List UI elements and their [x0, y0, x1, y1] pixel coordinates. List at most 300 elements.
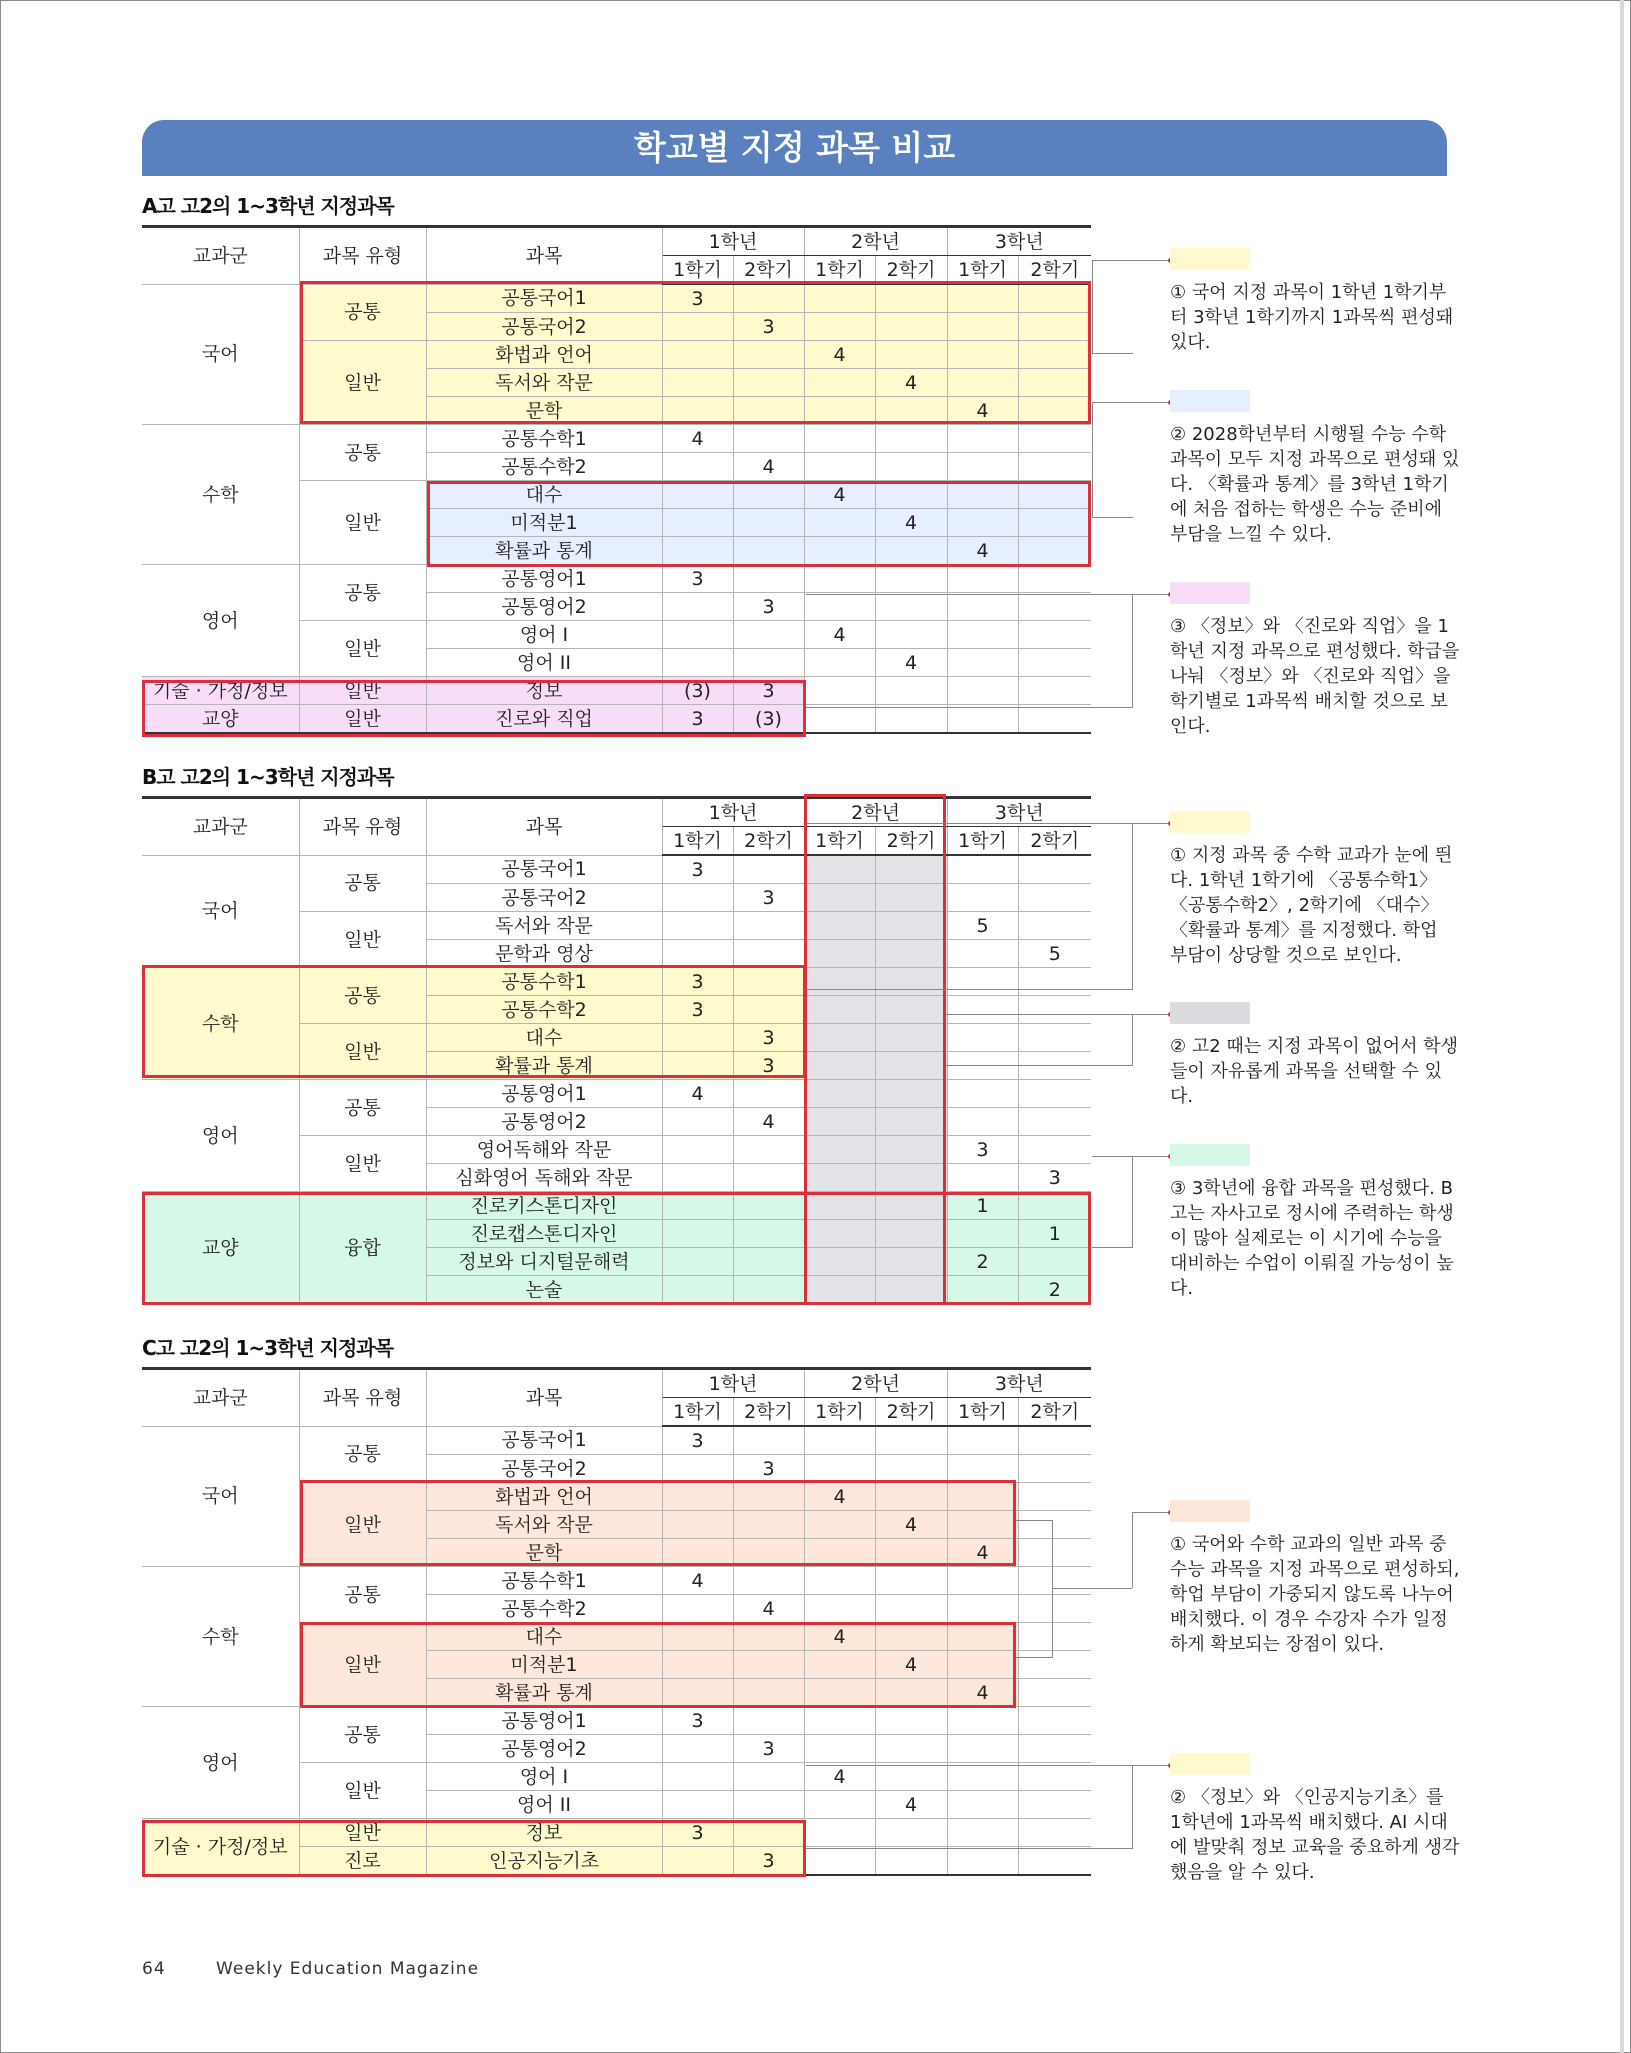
group-cell: 국어	[142, 284, 299, 425]
value-cell	[662, 369, 733, 397]
value-cell	[875, 1108, 947, 1136]
value-cell	[662, 1024, 733, 1052]
value-cell: 4	[875, 1791, 947, 1819]
header-type: 과목 유형	[299, 227, 426, 285]
value-cell: 4	[662, 1567, 733, 1595]
header-grade2: 2학년	[804, 798, 947, 827]
value-cell	[804, 1455, 875, 1483]
value-cell: 4	[947, 537, 1018, 565]
value-cell	[804, 1511, 875, 1539]
group-cell: 기술 · 가정/정보	[142, 677, 299, 705]
value-cell	[733, 1707, 804, 1735]
group-cell: 영어	[142, 1707, 299, 1819]
value-cell	[875, 1483, 947, 1511]
type-cell: 일반	[299, 912, 426, 968]
group-cell: 영어	[142, 1080, 299, 1192]
value-cell	[662, 1511, 733, 1539]
value-cell	[804, 565, 875, 593]
value-cell	[733, 1080, 804, 1108]
value-cell	[875, 1426, 947, 1455]
value-cell	[662, 1220, 733, 1248]
value-cell	[733, 996, 804, 1024]
value-cell	[1018, 1847, 1091, 1876]
subject-cell: 확률과 통계	[426, 1679, 662, 1707]
header-sem: 2학기	[1018, 256, 1091, 285]
value-cell	[947, 425, 1018, 453]
value-cell: 3	[733, 1847, 804, 1876]
connector-line	[1052, 1588, 1132, 1589]
value-cell	[875, 537, 947, 565]
value-cell	[804, 1248, 875, 1276]
value-cell: 3	[662, 284, 733, 313]
type-cell: 일반	[299, 621, 426, 677]
value-cell	[1018, 1679, 1091, 1707]
value-cell	[947, 453, 1018, 481]
connector-line	[1132, 594, 1172, 595]
subject-cell: 공통국어1	[426, 855, 662, 884]
subject-cell: 독서와 작문	[426, 1511, 662, 1539]
value-cell	[662, 1595, 733, 1623]
type-cell: 공통	[299, 1707, 426, 1763]
value-cell: 4	[733, 453, 804, 481]
subject-cell: 대수	[426, 1623, 662, 1651]
note-a3	[1170, 582, 1460, 739]
connector-line	[1132, 1014, 1172, 1015]
header-sem: 2학기	[733, 1398, 804, 1427]
type-cell: 공통	[299, 425, 426, 481]
value-cell	[947, 369, 1018, 397]
value-cell	[733, 1483, 804, 1511]
subject-cell: 공통국어2	[426, 313, 662, 341]
subject-cell: 정보와 디지털문해력	[426, 1248, 662, 1276]
value-cell	[804, 397, 875, 425]
value-cell: 4	[875, 509, 947, 537]
value-cell: 3	[733, 593, 804, 621]
subject-cell: 공통수학1	[426, 968, 662, 996]
subject-cell: 확률과 통계	[426, 537, 662, 565]
value-cell	[733, 509, 804, 537]
value-cell	[875, 1248, 947, 1276]
value-cell	[875, 284, 947, 313]
value-cell	[875, 1080, 947, 1108]
value-cell	[875, 397, 947, 425]
subject-cell: 문학	[426, 397, 662, 425]
subject-cell: 공통영어2	[426, 1108, 662, 1136]
note-text: ① 국어 지정 과목이 1학년 1학기부터 3학년 1학기까지 1과목씩 편성돼 있다.	[1170, 282, 1454, 353]
value-cell	[875, 1024, 947, 1052]
subject-cell: 공통영어1	[426, 1707, 662, 1735]
note-swatch	[1170, 1500, 1250, 1522]
value-cell	[733, 369, 804, 397]
value-cell	[662, 1791, 733, 1819]
value-cell	[1018, 1080, 1091, 1108]
value-cell	[875, 1595, 947, 1623]
subject-cell: 독서와 작문	[426, 369, 662, 397]
subject-cell: 화법과 언어	[426, 341, 662, 369]
value-cell	[804, 996, 875, 1024]
value-cell	[947, 509, 1018, 537]
connector-line	[806, 594, 1133, 708]
table-a-title: A고 고2의 1~3학년 지정과목	[142, 194, 394, 218]
value-cell: 4	[733, 1595, 804, 1623]
header-sem: 1학기	[804, 256, 875, 285]
value-cell: 4	[804, 1763, 875, 1791]
subject-cell: 공통국어1	[426, 284, 662, 313]
value-cell: 3	[733, 1735, 804, 1763]
value-cell	[875, 341, 947, 369]
value-cell	[662, 453, 733, 481]
header-sem: 1학기	[662, 827, 733, 856]
value-cell: 4	[733, 1108, 804, 1136]
subject-cell: 진로키스톤디자인	[426, 1192, 662, 1220]
note-text: ② 〈정보〉와 〈인공지능기초〉를 1학년에 1과목씩 배치했다. AI 시대에 발맞춰 정보 교육을 중요하게 생각했음을 알 수 있다.	[1170, 1787, 1460, 1883]
value-cell	[662, 1248, 733, 1276]
header-sem: 2학기	[875, 1398, 947, 1427]
header-sem: 2학기	[875, 256, 947, 285]
header-grade3: 3학년	[947, 1369, 1091, 1398]
header-sem: 2학기	[1018, 827, 1091, 856]
header-grade2: 2학년	[804, 1369, 947, 1398]
subject-cell: 영어 II	[426, 649, 662, 677]
subject-cell: 공통수학2	[426, 453, 662, 481]
subject-cell: 독서와 작문	[426, 912, 662, 940]
value-cell	[662, 1455, 733, 1483]
value-cell	[662, 621, 733, 649]
value-cell: 3	[662, 1707, 733, 1735]
value-cell: 3	[662, 855, 733, 884]
value-cell	[662, 649, 733, 677]
value-cell	[804, 1735, 875, 1763]
header-grade3: 3학년	[947, 227, 1091, 256]
table-c-title: C고 고2의 1~3학년 지정과목	[142, 1336, 393, 1360]
group-cell: 교양	[142, 705, 299, 734]
value-cell	[733, 1763, 804, 1791]
header-sem: 1학기	[947, 256, 1018, 285]
value-cell	[733, 1136, 804, 1164]
value-cell	[662, 1136, 733, 1164]
value-cell	[733, 968, 804, 996]
value-cell: 4	[662, 1080, 733, 1108]
page-number: 64	[142, 1959, 166, 1979]
value-cell: 4	[875, 369, 947, 397]
value-cell	[662, 1763, 733, 1791]
value-cell	[804, 1426, 875, 1455]
value-cell	[804, 425, 875, 453]
connector-line	[1132, 1156, 1172, 1157]
value-cell	[947, 1080, 1018, 1108]
value-cell	[875, 1220, 947, 1248]
type-cell: 일반	[299, 1623, 426, 1707]
value-cell	[947, 1455, 1018, 1483]
value-cell	[947, 1623, 1018, 1651]
note-c1	[1170, 1500, 1460, 1657]
value-cell	[875, 996, 947, 1024]
note-swatch	[1170, 582, 1250, 604]
value-cell	[804, 1108, 875, 1136]
connector-line	[1132, 402, 1172, 403]
value-cell	[947, 341, 1018, 369]
value-cell	[662, 1623, 733, 1651]
value-cell	[1018, 453, 1091, 481]
value-cell	[1018, 1426, 1091, 1455]
value-cell	[662, 593, 733, 621]
value-cell	[875, 1679, 947, 1707]
value-cell	[1018, 1735, 1091, 1763]
value-cell	[1018, 537, 1091, 565]
value-cell	[733, 855, 804, 884]
value-cell	[804, 1707, 875, 1735]
value-cell: 3	[662, 968, 733, 996]
header-sem: 1학기	[662, 1398, 733, 1427]
note-text: ① 국어와 수학 교과의 일반 과목 중 수능 과목을 지정 과목으로 편성하되, 학업 부담이 가중되지 않도록 나누어 배치했다. 이 경우 수강자 수가 일정하게 확보되는 장점이 있다.	[1170, 1534, 1460, 1655]
note-c2	[1170, 1753, 1460, 1885]
connector-line	[1132, 1512, 1133, 1588]
value-cell: 3	[1018, 1164, 1091, 1192]
value-cell	[662, 1847, 733, 1876]
subject-cell: 공통수학2	[426, 1595, 662, 1623]
group-cell: 영어	[142, 565, 299, 677]
value-cell	[662, 1735, 733, 1763]
value-cell	[947, 705, 1018, 734]
type-cell: 진로	[299, 1847, 426, 1876]
value-cell	[947, 1735, 1018, 1763]
connector-line	[1132, 1512, 1172, 1513]
value-cell	[947, 481, 1018, 509]
connector-line	[1092, 402, 1133, 518]
value-cell	[733, 565, 804, 593]
subject-cell: 공통영어2	[426, 593, 662, 621]
value-cell	[875, 1847, 947, 1876]
value-cell	[875, 1136, 947, 1164]
value-cell	[875, 1192, 947, 1220]
value-cell: 4	[875, 649, 947, 677]
value-cell: 2	[1018, 1276, 1091, 1305]
value-cell	[947, 1164, 1018, 1192]
value-cell	[1018, 397, 1091, 425]
footer	[142, 1959, 523, 1979]
subject-cell: 문학과 영상	[426, 940, 662, 968]
value-cell	[804, 1052, 875, 1080]
value-cell	[875, 313, 947, 341]
value-cell: 4	[804, 341, 875, 369]
value-cell	[875, 1052, 947, 1080]
subject-cell: 공통수학2	[426, 996, 662, 1024]
value-cell	[947, 565, 1018, 593]
value-cell	[733, 481, 804, 509]
page-title: 학교별 지정 과목 비교	[142, 120, 1447, 176]
value-cell	[733, 1679, 804, 1707]
value-cell: (3)	[733, 705, 804, 734]
subject-cell: 문학	[426, 1539, 662, 1567]
value-cell	[804, 1024, 875, 1052]
value-cell	[947, 284, 1018, 313]
value-cell	[875, 1276, 947, 1305]
connector-line	[1092, 823, 1172, 824]
subject-cell: 공통수학1	[426, 1567, 662, 1595]
subject-cell: 화법과 언어	[426, 1483, 662, 1511]
header-sem: 2학기	[733, 256, 804, 285]
value-cell	[1018, 1192, 1091, 1220]
value-cell	[733, 1511, 804, 1539]
value-cell	[1018, 509, 1091, 537]
header-subject: 과목	[426, 1369, 662, 1427]
value-cell	[804, 453, 875, 481]
subject-cell: 심화영어 독해와 작문	[426, 1164, 662, 1192]
value-cell	[733, 1791, 804, 1819]
value-cell	[804, 1567, 875, 1595]
subject-cell: 미적분1	[426, 509, 662, 537]
value-cell	[733, 912, 804, 940]
value-cell	[804, 537, 875, 565]
value-cell: 5	[1018, 940, 1091, 968]
value-cell	[875, 1707, 947, 1735]
note-swatch	[1170, 1753, 1250, 1775]
header-sem: 2학기	[875, 827, 947, 856]
value-cell	[1018, 341, 1091, 369]
value-cell	[662, 1164, 733, 1192]
header-sem: 1학기	[804, 827, 875, 856]
type-cell: 일반	[299, 1136, 426, 1192]
value-cell: 3	[733, 1024, 804, 1052]
subject-cell: 미적분1	[426, 1651, 662, 1679]
value-cell	[733, 1426, 804, 1455]
note-text: ② 2028학년부터 시행될 수능 수학 과목이 모두 지정 과목으로 편성돼 있다. 〈확률과 통계〉를 3학년 1학기에 처음 접하는 학생은 수능 준비에 부담을 느낄 수 있다.	[1170, 424, 1460, 545]
value-cell	[1018, 313, 1091, 341]
value-cell	[804, 313, 875, 341]
note-swatch	[1170, 390, 1250, 412]
group-cell: 기술 · 가정/정보	[142, 1819, 299, 1876]
value-cell	[947, 1511, 1018, 1539]
subject-cell: 대수	[426, 481, 662, 509]
value-cell	[662, 1276, 733, 1305]
note-text: ③ 〈정보〉와 〈진로와 직업〉을 1학년 지정 과목으로 편성했다. 학급을 나눠 〈정보〉와 〈진로와 직업〉을 학기별로 1과목씩 배치할 것으로 보인다.	[1170, 616, 1460, 737]
subject-cell: 공통영어2	[426, 1735, 662, 1763]
value-cell	[662, 940, 733, 968]
value-cell	[1018, 481, 1091, 509]
value-cell	[1018, 705, 1091, 734]
type-cell: 공통	[299, 565, 426, 621]
value-cell: 4	[947, 397, 1018, 425]
value-cell: 3	[733, 1052, 804, 1080]
subject-cell: 진로캡스톤디자인	[426, 1220, 662, 1248]
type-cell: 공통	[299, 1567, 426, 1623]
value-cell: 4	[875, 1511, 947, 1539]
connector-line	[1092, 1156, 1133, 1248]
value-cell	[733, 1539, 804, 1567]
group-cell: 국어	[142, 855, 299, 968]
value-cell	[875, 1623, 947, 1651]
type-cell: 공통	[299, 855, 426, 912]
value-cell	[733, 284, 804, 313]
type-cell: 일반	[299, 1483, 426, 1567]
value-cell	[733, 425, 804, 453]
value-cell	[662, 1483, 733, 1511]
value-cell	[947, 1567, 1018, 1595]
note-swatch	[1170, 1144, 1250, 1166]
subject-cell: 공통국어2	[426, 1455, 662, 1483]
subject-cell: 공통수학1	[426, 425, 662, 453]
value-cell	[662, 1679, 733, 1707]
value-cell	[662, 509, 733, 537]
subject-cell: 논술	[426, 1276, 662, 1305]
connector-line	[946, 1014, 1133, 1066]
value-cell: 4	[947, 1539, 1018, 1567]
subject-cell: 인공지능기초	[426, 1847, 662, 1876]
connector-line	[806, 1765, 1133, 1849]
value-cell	[875, 565, 947, 593]
value-cell	[1018, 1483, 1091, 1511]
header-grade3: 3학년	[947, 798, 1091, 827]
value-cell: 4	[947, 1679, 1018, 1707]
note-text: ② 고2 때는 지정 과목이 없어서 학생들이 자유롭게 과목을 선택할 수 있다.	[1170, 1036, 1458, 1107]
subject-cell: 영어 I	[426, 1763, 662, 1791]
value-cell: 1	[947, 1192, 1018, 1220]
value-cell	[804, 705, 875, 734]
value-cell	[662, 1539, 733, 1567]
value-cell	[1018, 1136, 1091, 1164]
value-cell	[733, 1164, 804, 1192]
value-cell	[662, 537, 733, 565]
header-group: 교과군	[142, 227, 299, 285]
note-text: ① 지정 과목 중 수학 교과가 눈에 띈다. 1학년 1학기에 〈공통수학1〉〈공통수학2〉, 2학기에 〈대수〉〈확률과 통계〉를 지정했다. 학업 부담이 상당할 것으로 보인다.	[1170, 845, 1453, 966]
type-cell: 일반	[299, 481, 426, 565]
header-grade2: 2학년	[804, 227, 947, 256]
value-cell: 3	[733, 884, 804, 912]
value-cell	[947, 1595, 1018, 1623]
connector-line	[1132, 260, 1172, 261]
value-cell	[875, 453, 947, 481]
subject-cell: 진로와 직업	[426, 705, 662, 734]
table-b-title: B고 고2의 1~3학년 지정과목	[142, 765, 394, 789]
subject-cell: 공통영어1	[426, 565, 662, 593]
value-cell: 3	[733, 313, 804, 341]
value-cell	[875, 1164, 947, 1192]
connector-line	[806, 823, 1133, 990]
note-a1	[1170, 248, 1460, 355]
type-cell: 일반	[299, 1819, 426, 1847]
value-cell	[804, 1164, 875, 1192]
value-cell: 1	[1018, 1220, 1091, 1248]
header-grade1: 1학년	[662, 227, 804, 256]
note-a2	[1170, 390, 1460, 547]
subject-cell: 영어 II	[426, 1791, 662, 1819]
value-cell	[947, 1847, 1018, 1876]
value-cell	[662, 341, 733, 369]
type-cell: 공통	[299, 1426, 426, 1483]
value-cell	[662, 912, 733, 940]
value-cell	[1018, 1455, 1091, 1483]
value-cell	[662, 1651, 733, 1679]
value-cell	[662, 884, 733, 912]
value-cell: 4	[804, 1483, 875, 1511]
note-swatch	[1170, 1002, 1250, 1024]
subject-cell: 대수	[426, 1024, 662, 1052]
header-sem: 1학기	[947, 827, 1018, 856]
subject-cell: 영어독해와 작문	[426, 1136, 662, 1164]
value-cell	[804, 1276, 875, 1305]
header-sem: 2학기	[733, 827, 804, 856]
note-swatch	[1170, 248, 1250, 270]
value-cell: 3	[662, 996, 733, 1024]
value-cell	[804, 1679, 875, 1707]
subject-cell: 정보	[426, 1819, 662, 1847]
header-group: 교과군	[142, 798, 299, 856]
note-text: ③ 3학년에 융합 과목을 편성했다. B고는 자사고로 정시에 주력하는 학생이 많아 실제로는 이 시기에 수능을 대비하는 수업이 이뤄질 가능성이 높다.	[1170, 1178, 1454, 1299]
value-cell: 4	[804, 621, 875, 649]
value-cell	[947, 1483, 1018, 1511]
value-cell: 3	[733, 1455, 804, 1483]
note-b2	[1170, 1002, 1460, 1109]
